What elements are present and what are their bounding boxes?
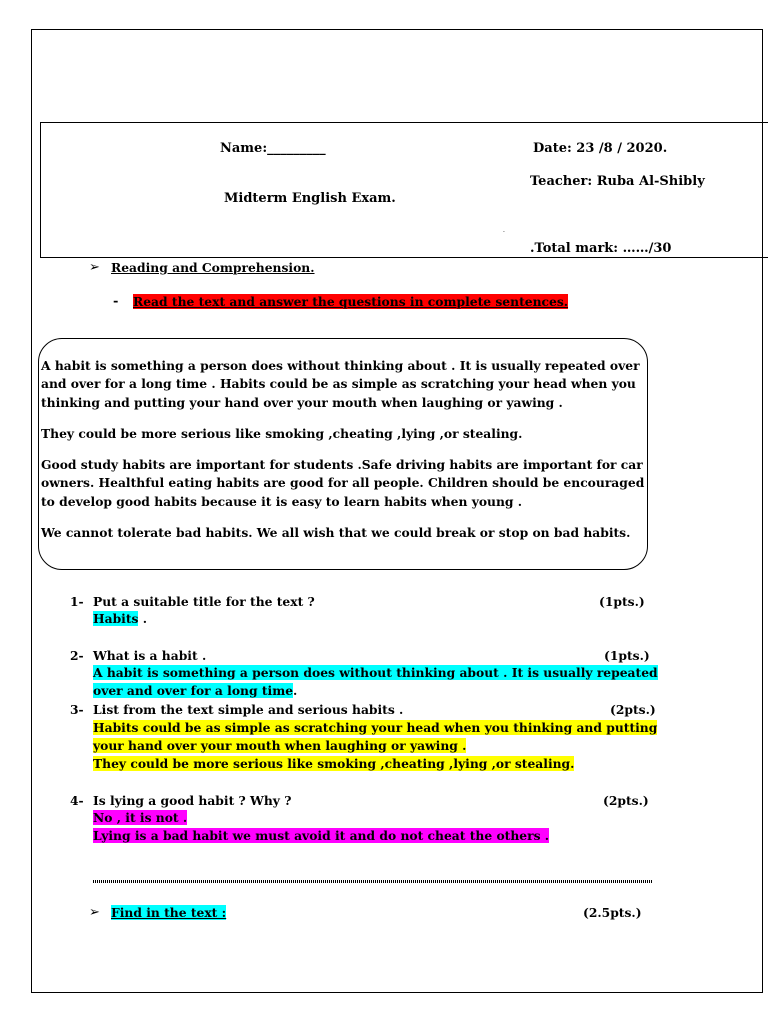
passage-paragraph: We cannot tolerate bad habits. We all wish that we could break or stop on bad habits. [41, 525, 631, 541]
section-points: (2.5pts.) [583, 905, 642, 920]
passage-paragraph: Good study habits are important for students .Safe driving habits are important for car owners. Healthful eating habits are good for all people. Children should be encouraged to develop good habits because it is easy to learn habits when young . [41, 457, 645, 509]
instruction-text: Read the text and answer the questions in complete sentences. [133, 294, 569, 309]
dotted-separator [93, 880, 653, 883]
question-number: 1- [70, 594, 84, 609]
question-points: (2pts.) [603, 793, 649, 808]
question-text: List from the text simple and serious habits . [93, 702, 404, 717]
exam-date: Date: 23 /8 / 2020. [533, 141, 668, 156]
section-heading-reading: Reading and Comprehension. [111, 260, 315, 275]
question-text: What is a habit . [93, 648, 207, 663]
header-dot: . [503, 227, 505, 234]
answer-line: Lying is a bad habit we must avoid it and do not cheat the others . [93, 828, 550, 843]
arrow-bullet-icon: ➢ [89, 260, 100, 275]
teacher-name: Teacher: Ruba Al-Shibly [530, 174, 705, 189]
answer-line: Habits could be as simple as scratching your head when you thinking and putting [93, 720, 658, 735]
question-text: Put a suitable title for the text ? [93, 594, 315, 609]
instruction-dash: - [113, 294, 119, 309]
answer-line: They could be more serious like smoking ,cheating ,lying ,or stealing. [93, 756, 575, 771]
passage-paragraph: A habit is something a person does without thinking about . It is usually repeated over and over for a long time . Habits could be as simple as scratching your head when you thinking and putting your hand over your mouth when laughing or yawing . [41, 358, 640, 410]
section-heading-find: Find in the text : [111, 905, 227, 920]
reading-passage [41, 357, 651, 555]
question-number: 3- [70, 702, 84, 717]
question-points: (2pts.) [610, 702, 656, 717]
question-number: 2- [70, 648, 84, 663]
answer-line: Habits . [93, 611, 148, 626]
question-points: (1pts.) [599, 594, 645, 609]
answer-line: your hand over your mouth when laughing or yawing . [93, 738, 467, 753]
question-number: 4- [70, 793, 84, 808]
exam-title: Midterm English Exam. [224, 191, 396, 206]
question-points: (1pts.) [604, 648, 650, 663]
arrow-bullet-icon: ➢ [89, 905, 100, 920]
total-mark: .Total mark: ……/30 [530, 241, 672, 256]
passage-paragraph: They could be more serious like smoking ,cheating ,lying ,or stealing. [41, 425, 523, 441]
answer-line: A habit is something a person does without thinking about . It is usually repeated [93, 665, 658, 680]
student-name-field: Name:_________ [220, 141, 326, 156]
question-text: Is lying a good habit ? Why ? [93, 793, 292, 808]
answer-line: No , it is not . [93, 810, 188, 825]
answer-line: over and over for a long time. [93, 683, 298, 698]
